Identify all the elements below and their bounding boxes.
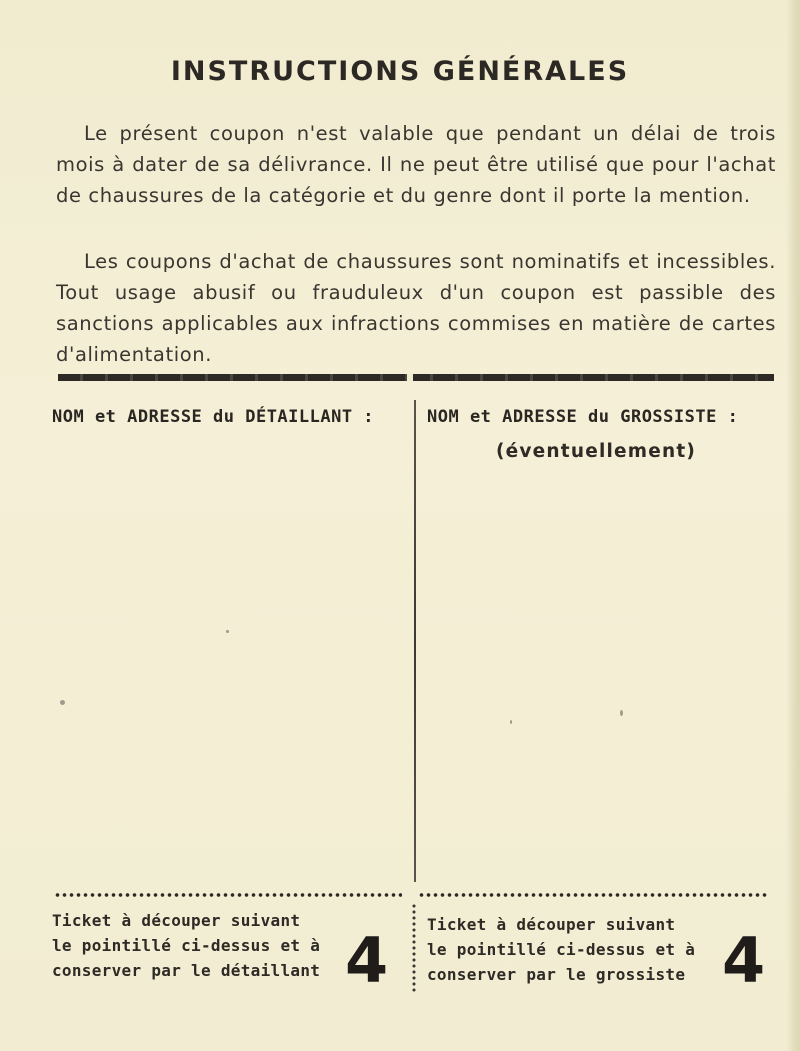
instruction-paragraph-validity: Le présent coupon n'est valable que pendant un délai de trois mois à dater de sa délivrance. Il ne peut être utilisé que pour l'achat de chaussures de la catégorie et du genre dont il porte la mention. — [56, 122, 776, 207]
retailer-label: NOM et ADRESSE du DÉTAILLANT : — [52, 407, 375, 427]
paper-speck — [620, 710, 623, 716]
ticket-wholesaler-text — [427, 912, 697, 987]
paper-speck — [510, 720, 512, 724]
paper-speck — [226, 630, 229, 633]
ticket-retailer-line: Ticket à découper suivant — [52, 911, 301, 930]
instruction-paragraph-sanctions: Les coupons d'achat de chaussures sont nominatifs et incessibles. Tout usage abusif ou frauduleux d'un coupon est passible des sanctions applicables aux infractions commises en matière de cartes d'alimentation. — [56, 250, 776, 366]
ticket-wholesaler-line: Ticket à découper suivant — [427, 915, 676, 934]
cut-line-right — [418, 893, 768, 897]
column-divider — [414, 400, 416, 882]
ticket-retailer-line: le pointillé ci-dessus et à — [52, 936, 321, 955]
section-divider — [58, 374, 774, 381]
ticket-wholesaler-line: le pointillé ci-dessus et à — [427, 940, 696, 959]
ticket-retailer-text — [52, 908, 322, 983]
ticket-retailer-number: 4 — [345, 924, 389, 997]
ticket-separator — [412, 903, 416, 993]
ticket-wholesaler-number: 4 — [722, 924, 766, 997]
cut-line-left — [54, 893, 402, 897]
paper-edge — [786, 0, 800, 1051]
paper-speck — [60, 700, 65, 705]
page-title: INSTRUCTIONS GÉNÉRALES — [170, 56, 630, 87]
wholesaler-optional-note: (éventuellement) — [496, 441, 697, 462]
wholesaler-label: NOM et ADRESSE du GROSSISTE : — [427, 407, 739, 427]
ticket-retailer-line: conserver par le détaillant — [52, 961, 321, 980]
ticket-wholesaler-line: conserver par le grossiste — [427, 965, 686, 984]
